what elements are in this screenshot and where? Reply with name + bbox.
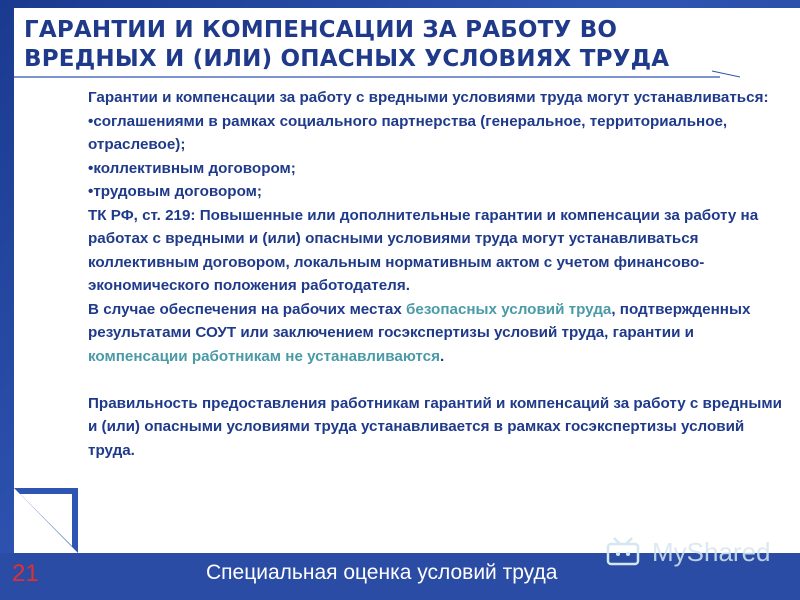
- page-title: [24, 16, 744, 74]
- slide-body: [88, 86, 784, 462]
- bullet-item: •коллективным договором;: [88, 159, 296, 177]
- watermark-text: MyShared: [652, 537, 771, 567]
- bullet-item: •соглашениями в рамках социального партнерства (генеральное, территориальное, отраслевое);: [88, 112, 728, 153]
- intro-paragraph: Гарантии и компенсации за работу с вредными условиями труда могут устанавливаться:: [88, 89, 769, 106]
- text-segment: , подтвержденных результатами СОУТ или заключением госэкспертизы условий труда, гарантии и: [88, 300, 751, 341]
- footer-caption: Специальная оценка условий труда: [206, 561, 558, 584]
- page-number: 21: [12, 560, 39, 587]
- title-line-2: ВРЕДНЫХ И (ИЛИ) ОПАСНЫХ УСЛОВИЯХ ТРУДА: [24, 46, 670, 72]
- conclusion-paragraph: Правильность предоставления работникам гарантий и компенсаций за работу с вредными и (или) опасными условиями труда устанавливается в рамках госэкспертизы условий труда.: [88, 394, 782, 459]
- highlight-safe-conditions: безопасных условий труда: [406, 300, 612, 318]
- text-segment: В случае обеспечения на рабочих местах: [88, 300, 407, 318]
- highlight-no-compensation: компенсации работникам не устанавливаются: [88, 347, 440, 365]
- law-paragraph: ТК РФ, ст. 219: Повышенные или дополнительные гарантии и компенсации за работу на работах с вредными и (или) опасными условиями труда могут устанавливаться коллективным договором, локальным нормативным актом с учетом финансово-экономического положения работодателя.: [88, 206, 759, 294]
- spacer: [88, 368, 784, 392]
- title-line-1: ГАРАНТИИ И КОМПЕНСАЦИИ ЗА РАБОТУ ВО: [24, 17, 618, 43]
- text-segment: .: [439, 347, 445, 365]
- bullet-item: •трудовым договором;: [88, 183, 262, 200]
- exception-paragraph: [88, 298, 784, 369]
